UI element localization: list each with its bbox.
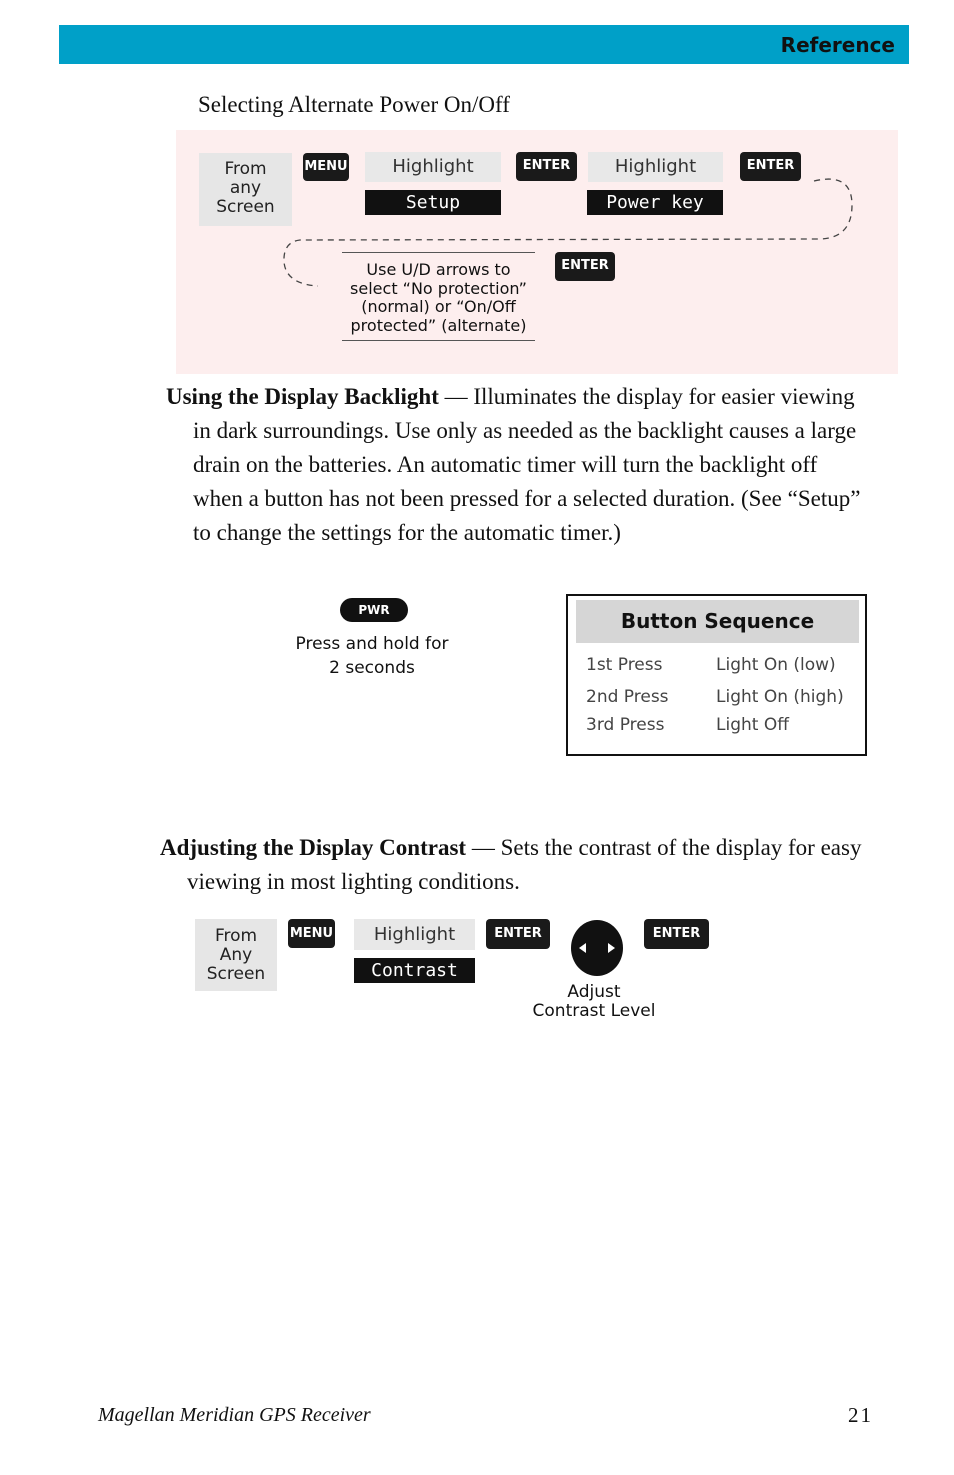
backlight-paragraph xyxy=(166,380,926,550)
button-sequence-title: Button Sequence xyxy=(576,600,859,643)
instruction-line: Use U/D arrows to xyxy=(366,260,511,279)
from-line: From xyxy=(214,926,258,946)
adjust-line: Adjust xyxy=(567,982,621,1002)
highlight-label: Highlight xyxy=(354,919,475,950)
backlight-line: in dark surroundings. Use only as needed as the backlight causes a large xyxy=(193,418,857,443)
protection-instruction xyxy=(342,252,535,341)
sequence-press: 3rd Press xyxy=(586,715,665,735)
contrast-option: Contrast xyxy=(354,958,475,983)
enter-key: ENTER xyxy=(516,152,577,181)
highlight-label: Highlight xyxy=(365,152,501,182)
press-line: 2 seconds xyxy=(329,658,415,678)
adjust-contrast-caption xyxy=(520,983,668,1021)
sequence-result: Light On (low) xyxy=(716,655,836,675)
from-any-screen-box xyxy=(195,919,277,991)
enter-key: ENTER xyxy=(644,919,709,949)
enter-key: ENTER xyxy=(555,252,615,281)
contrast-paragraph xyxy=(160,831,920,899)
instruction-line: (normal) or “On/Off xyxy=(361,297,516,316)
backlight-line: drain on the batteries. An automatic timer will turn the backlight off xyxy=(193,452,818,477)
instruction-line: protected” (alternate) xyxy=(350,315,527,335)
left-right-arrows-icon xyxy=(570,919,624,977)
menu-key: MENU xyxy=(303,153,349,181)
instruction-line: select “No protection” xyxy=(350,278,527,298)
from-line: Screen xyxy=(216,197,275,217)
alt-power-title: Selecting Alternate Power On/Off xyxy=(198,92,510,117)
from-line: Screen xyxy=(206,964,266,984)
press-hold-caption xyxy=(276,632,468,680)
contrast-line: — Sets the contrast of the display for easy xyxy=(471,835,862,860)
setup-option: Setup xyxy=(365,190,501,215)
backlight-line: when a button has not been pressed for a selected duration. (See “Setup” xyxy=(193,486,861,511)
from-line: From xyxy=(224,159,267,179)
backlight-line: — Illuminates the display for easier viewing xyxy=(444,384,855,409)
from-line: Any xyxy=(219,945,253,965)
contrast-heading: Adjusting the Display Contrast xyxy=(160,835,467,860)
highlight-label: Highlight xyxy=(588,152,723,182)
sequence-press: 2nd Press xyxy=(586,687,669,707)
contrast-line: viewing in most lighting conditions. xyxy=(187,869,520,894)
backlight-line: to change the settings for the automatic timer.) xyxy=(193,520,621,545)
page-number: 21 xyxy=(848,1403,873,1427)
section-label: Reference xyxy=(780,33,895,57)
sequence-result: Light On (high) xyxy=(716,687,844,707)
press-line: Press and hold for xyxy=(295,634,449,654)
power-key-option: Power key xyxy=(587,190,723,215)
footer-product: Magellan Meridian GPS Receiver xyxy=(98,1404,371,1426)
enter-key: ENTER xyxy=(740,152,801,181)
enter-key: ENTER xyxy=(486,919,550,949)
adjust-line: Contrast Level xyxy=(532,1001,656,1021)
button-sequence-table xyxy=(566,594,867,756)
sequence-press: 1st Press xyxy=(586,655,663,675)
from-any-screen-box xyxy=(199,153,292,226)
pwr-key: PWR xyxy=(340,598,408,622)
sequence-result: Light Off xyxy=(716,715,789,735)
from-line: any xyxy=(229,178,262,198)
backlight-heading: Using the Display Backlight xyxy=(166,384,439,409)
menu-key: MENU xyxy=(288,919,335,948)
